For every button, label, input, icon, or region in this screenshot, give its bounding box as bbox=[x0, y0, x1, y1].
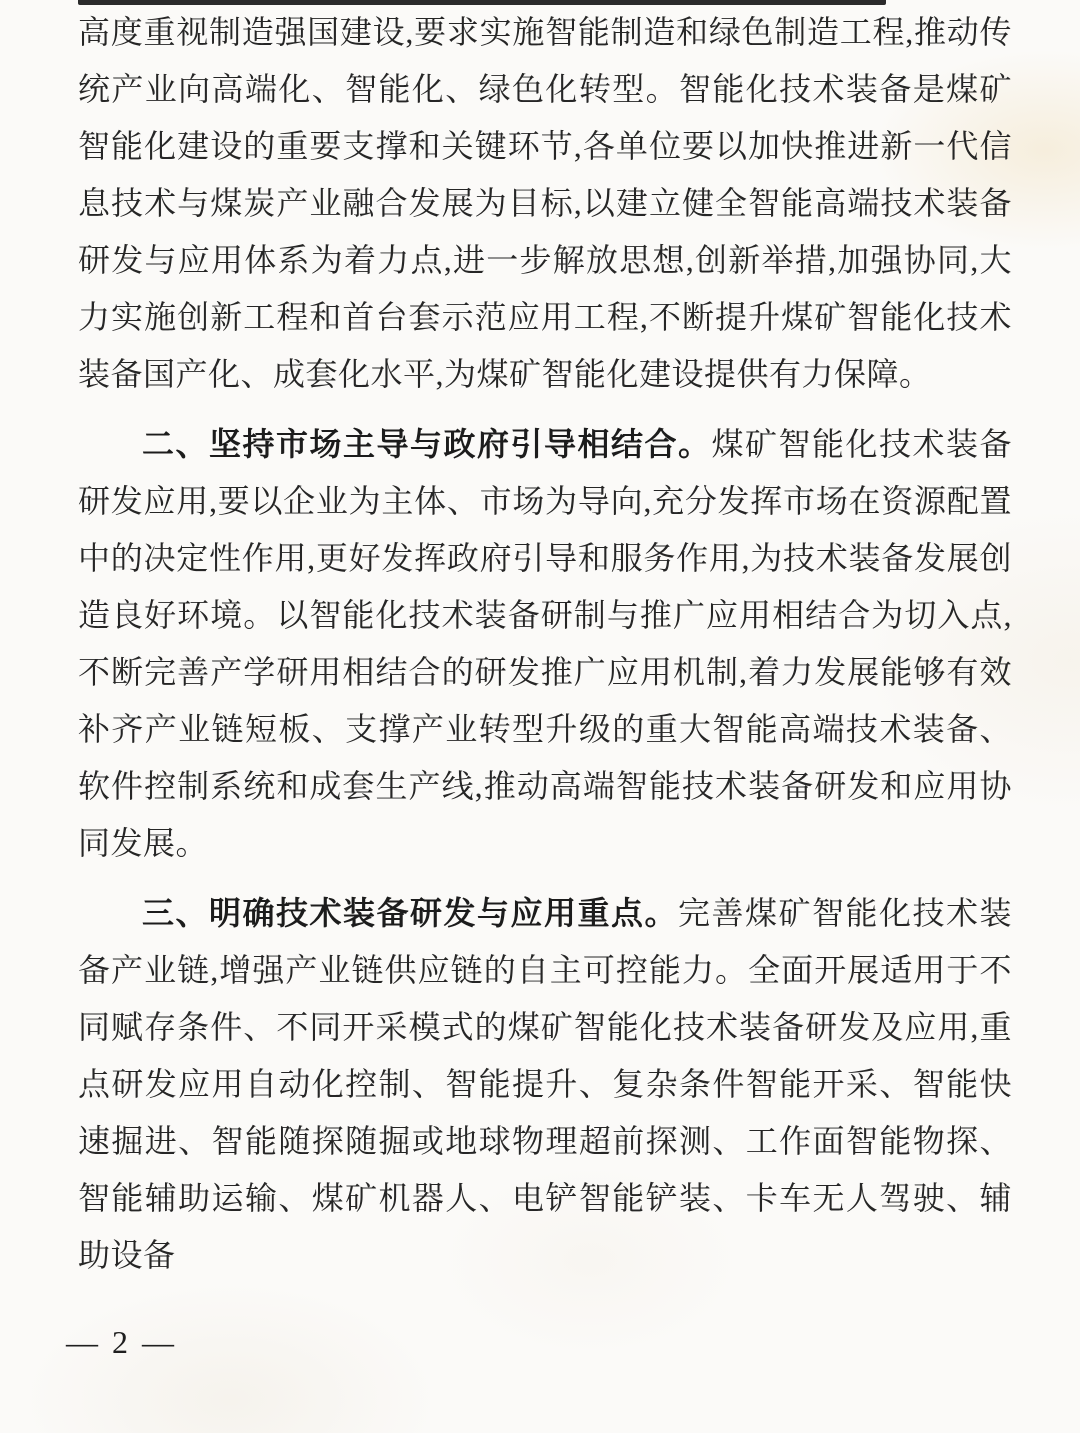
paragraph-text: 完善煤矿智能化技术装备产业链,增强产业链供应链的自主可控能力。全面开展适用于不同赋存条件、不同开采模式的煤矿智能化技术装备研发及应用,重点研发应用自动化控制、智能提升、复杂条件智能开采、智能快速掘进、智能随探随掘或地球物理超前探测、工作面智能物探、智能辅助运输、煤矿机器人、电铲智能铲装、卡车无人驾驶、辅助设备 bbox=[78, 895, 1012, 1273]
paragraph-text: 煤矿智能化技术装备研发应用,要以企业为主体、市场为导向,充分发挥市场在资源配置中的决定性作用,更好发挥政府引导和服务作用,为技术装备发展创造良好环境。以智能化技术装备研制与推广应用相结合为切入点,不断完善产学研用相结合的研发推广应用机制,着力发展能够有效补齐产业链短板、支撑产业转型升级的重大智能高端技术装备、软件控制系统和成套生产线,推动高端智能技术装备研发和应用协同发展。 bbox=[78, 426, 1012, 861]
document-body bbox=[78, 4, 1012, 1284]
paragraph-text: 高度重视制造强国建设,要求实施智能制造和绿色制造工程,推动传统产业向高端化、智能化、绿色化转型。智能化技术装备是煤矿智能化建设的重要支撑和关键环节,各单位要以加快推进新一代信息技术与煤炭产业融合发展为目标,以建立健全智能高端技术装备研发与应用体系为着力点,进一步解放思想,创新举措,加强协同,大力实施创新工程和首台套示范应用工程,不断提升煤矿智能化技术装备国产化、成套化水平,为煤矿智能化建设提供有力保障。 bbox=[78, 14, 1012, 392]
section-heading: 三、明确技术装备研发与应用重点。 bbox=[142, 895, 678, 931]
page-number: — 2 — bbox=[66, 1324, 177, 1360]
section-heading: 二、坚持市场主导与政府引导相结合。 bbox=[142, 426, 712, 462]
paragraph-section-3 bbox=[78, 885, 1012, 1284]
paragraph-section-2 bbox=[78, 416, 1012, 872]
paragraph-continuation bbox=[78, 4, 1012, 403]
